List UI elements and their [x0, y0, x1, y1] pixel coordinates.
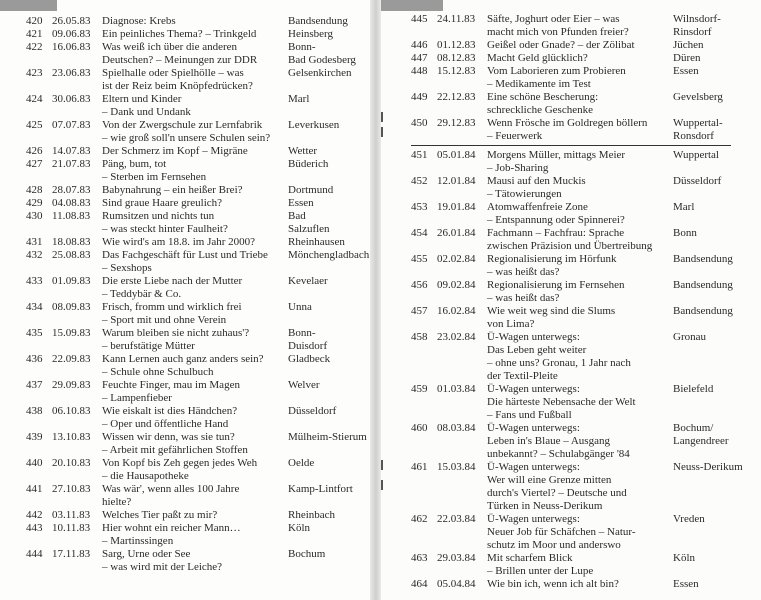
entry-number: 421	[26, 28, 43, 40]
margin-mark	[381, 460, 383, 470]
episode-title: durch's Viertel? – Deutsche und	[487, 487, 627, 499]
broadcast-location: Bochum/	[673, 422, 714, 434]
broadcast-date: 25.08.83	[52, 249, 91, 261]
page-tab-marker	[381, 0, 443, 11]
episode-title: ist der Reiz beim Knöpfedrücken?	[102, 80, 253, 92]
episode-title: – Teddybär & Co.	[102, 288, 182, 300]
broadcast-location: Mülheim-Stierum	[288, 431, 367, 443]
entry-number: 432	[26, 249, 43, 261]
episode-title: – Medikamente im Test	[487, 78, 591, 90]
broadcast-date: 09.02.84	[437, 279, 476, 291]
left-page	[0, 0, 372, 600]
broadcast-location: Leverkusen	[288, 119, 340, 131]
broadcast-date: 09.06.83	[52, 28, 91, 40]
episode-title: Das Fachgeschäft für Lust und Triebe	[102, 249, 268, 261]
list-entry	[26, 41, 370, 67]
broadcast-date: 06.10.83	[52, 405, 91, 417]
episode-title: Die härteste Nebensache der Welt	[487, 396, 636, 408]
right-page	[381, 0, 761, 600]
list-entry	[26, 249, 370, 275]
broadcast-date: 16.06.83	[52, 41, 91, 53]
broadcast-date: 01.09.83	[52, 275, 91, 287]
broadcast-date: 08.03.84	[437, 422, 476, 434]
list-entry	[26, 457, 370, 483]
list-entry	[26, 353, 370, 379]
broadcast-date: 28.07.83	[52, 184, 91, 196]
episode-title: – die Hausapotheke	[102, 470, 189, 482]
broadcast-location: Wuppertal	[673, 149, 719, 161]
broadcast-location: Ronsdorf	[673, 130, 714, 142]
broadcast-location: Heinsberg	[288, 28, 334, 40]
broadcast-date: 03.11.83	[52, 509, 91, 521]
episode-title: Eine schöne Bescherung:	[487, 91, 599, 103]
broadcast-location: Essen	[288, 197, 314, 209]
list-entry	[26, 275, 370, 301]
broadcast-date: 01.03.84	[437, 383, 476, 395]
broadcast-location: Büderich	[288, 158, 329, 170]
entry-number: 436	[26, 353, 43, 365]
episode-title: Mausi auf den Muckis	[487, 175, 586, 187]
list-entry	[26, 67, 370, 93]
episode-title: Macht Geld glücklich?	[487, 52, 588, 64]
episode-title: – Dank und Undank	[102, 106, 191, 118]
broadcast-location: Rinsdorf	[673, 26, 712, 38]
entry-number: 427	[26, 158, 43, 170]
entry-number: 428	[26, 184, 43, 196]
broadcast-location: Rheinbach	[288, 509, 336, 521]
episode-title: – Feuerwerk	[487, 130, 543, 142]
episode-title: Deutschen? – Meinungen zur DDR	[102, 54, 258, 66]
entry-number: 443	[26, 522, 43, 534]
list-entry	[26, 522, 370, 548]
list-entry	[411, 227, 757, 253]
episode-title: – Fans und Fußball	[487, 409, 572, 421]
entry-number: 424	[26, 93, 43, 105]
episode-title: – Tätowierungen	[487, 188, 562, 200]
broadcast-location: Bonn	[673, 227, 697, 239]
broadcast-date: 22.12.83	[437, 91, 476, 103]
episode-title: – was heißt das?	[487, 292, 560, 304]
episode-title: – was heißt das?	[487, 266, 560, 278]
entry-number: 444	[26, 548, 43, 560]
episode-title: Wer will eine Grenze mitten	[487, 474, 612, 486]
broadcast-date: 10.11.83	[52, 522, 91, 534]
episode-title: Wie wird's am 18.8. im Jahr 2000?	[102, 236, 256, 248]
list-entry	[26, 509, 370, 522]
episode-title: Wenn Frösche im Goldregen böllern	[487, 117, 648, 129]
broadcast-date: 27.10.83	[52, 483, 91, 495]
broadcast-location: Neuss-Derikum	[673, 461, 743, 473]
broadcast-location: Essen	[673, 578, 699, 590]
entry-number: 437	[26, 379, 43, 391]
episode-title: Neuer Job für Schäfchen – Natur-	[487, 526, 636, 538]
entry-number: 449	[411, 91, 428, 103]
broadcast-location: Wetter	[288, 145, 318, 157]
entry-number: 420	[26, 15, 43, 27]
broadcast-date: 30.06.83	[52, 93, 91, 105]
list-entry	[26, 184, 370, 197]
episode-title: Spielhalle oder Spielhölle – was	[102, 67, 244, 79]
broadcast-location: Bad Godesberg	[288, 54, 356, 66]
margin-mark	[381, 480, 383, 490]
broadcast-date: 26.01.84	[437, 227, 476, 239]
episode-title: – Sterben im Fernsehen	[102, 171, 207, 183]
broadcast-location: Dortmund	[288, 184, 334, 196]
episode-title: von Lima?	[487, 318, 535, 330]
list-entry	[411, 117, 757, 143]
episode-title: zwischen Präzision und Übertreibung	[487, 240, 653, 252]
list-entry	[411, 39, 757, 52]
episode-title: Was weiß ich über die anderen	[102, 41, 238, 53]
list-entry	[411, 175, 757, 201]
entry-number: 441	[26, 483, 43, 495]
entry-number: 422	[26, 41, 43, 53]
episode-title: Feuchte Finger, mau im Magen	[102, 379, 240, 391]
list-entry	[411, 331, 757, 383]
episode-title: Der Schmerz im Kopf – Migräne	[102, 145, 248, 157]
episode-title: – wie groß soll'n unsere Schulen sein?	[102, 132, 271, 144]
list-entry	[26, 236, 370, 249]
entry-number: 438	[26, 405, 43, 417]
entry-number: 433	[26, 275, 43, 287]
broadcast-location: Rheinhausen	[288, 236, 345, 248]
broadcast-location: Bandsendung	[673, 305, 733, 317]
entry-number: 457	[411, 305, 428, 317]
episode-title: Eltern und Kinder	[102, 93, 182, 105]
broadcast-date: 15.09.83	[52, 327, 91, 339]
episode-title: Fachmann – Fachfrau: Sprache	[487, 227, 625, 239]
list-entry	[26, 28, 370, 41]
episode-title: Ü-Wagen unterwegs:	[487, 331, 580, 343]
episode-title: Leben in's Blaue – Ausgang	[487, 435, 610, 447]
episode-title: Wie bin ich, wenn ich alt bin?	[487, 578, 619, 590]
episode-title: schutz im Moor und anderswo	[487, 539, 621, 551]
broadcast-location: Welver	[288, 379, 320, 391]
list-entry	[26, 405, 370, 431]
entry-number: 463	[411, 552, 428, 564]
broadcast-location: Jüchen	[673, 39, 704, 51]
list-entry	[26, 210, 370, 236]
entry-number: 464	[411, 578, 428, 590]
list-entry	[411, 383, 757, 422]
broadcast-list-right	[411, 13, 757, 591]
episode-title: – Sexshops	[102, 262, 152, 274]
broadcast-location: Kamp-Lintfort	[288, 483, 353, 495]
entry-number: 440	[26, 457, 43, 469]
episode-title: Ein peinliches Thema? – Trinkgeld	[102, 28, 257, 40]
broadcast-date: 29.03.84	[437, 552, 476, 564]
margin-mark	[381, 112, 383, 122]
broadcast-location: Bad	[288, 210, 306, 222]
broadcast-location: Düsseldorf	[673, 175, 722, 187]
list-entry	[411, 52, 757, 65]
list-entry	[26, 119, 370, 145]
episode-title: Geißel oder Gnade? – der Zölibat	[487, 39, 635, 51]
episode-title: – Martinssingen	[102, 535, 174, 547]
broadcast-location: Wilnsdorf-	[673, 13, 721, 25]
list-entry	[26, 379, 370, 405]
broadcast-date: 22.09.83	[52, 353, 91, 365]
broadcast-date: 24.11.83	[437, 13, 476, 25]
broadcast-date: 12.01.84	[437, 175, 476, 187]
broadcast-date: 21.07.83	[52, 158, 91, 170]
list-entry	[411, 253, 757, 279]
entry-number: 426	[26, 145, 43, 157]
list-entry	[26, 145, 370, 158]
episode-title: Babynahrung – ein heißer Brei?	[102, 184, 243, 196]
broadcast-date: 29.09.83	[52, 379, 91, 391]
episode-title: Die erste Liebe nach der Mutter	[102, 275, 243, 287]
episode-title: – Oper und öffentliche Hand	[102, 418, 229, 430]
broadcast-date: 02.02.84	[437, 253, 476, 265]
entry-number: 450	[411, 117, 428, 129]
list-entry	[411, 65, 757, 91]
episode-title: Diagnose: Krebs	[102, 15, 176, 27]
list-entry	[26, 93, 370, 119]
episode-title: Säfte, Joghurt oder Eier – was	[487, 13, 620, 25]
episode-title: Päng, bum, tot	[102, 158, 167, 170]
broadcast-location: Gevelsberg	[673, 91, 723, 103]
episode-title: Von der Zwergschule zur Lernfabrik	[102, 119, 263, 131]
list-entry	[411, 13, 757, 39]
episode-title: Hier wohnt ein reicher Mann…	[102, 522, 241, 534]
episode-title: macht mich von Pfunden freier?	[487, 26, 629, 38]
episode-title: – Sport mit und ohne Verein	[102, 314, 227, 326]
broadcast-list-left	[26, 15, 370, 574]
episode-title: Sind graue Haare greulich?	[102, 197, 223, 209]
episode-title: Was wär', wenn alles 100 Jahre	[102, 483, 240, 495]
entry-number: 445	[411, 13, 428, 25]
list-entry	[411, 552, 757, 578]
episode-title: Ü-Wagen unterwegs:	[487, 513, 580, 525]
broadcast-date: 05.04.84	[437, 578, 476, 590]
episode-title: – Lampenfieber	[102, 392, 172, 404]
broadcast-location: Mönchengladbach	[288, 249, 370, 261]
broadcast-location: Düren	[673, 52, 701, 64]
entry-number: 434	[26, 301, 43, 313]
episode-title: Welches Tier paßt zu mir?	[102, 509, 218, 521]
broadcast-location: Bandsendung	[673, 279, 733, 291]
broadcast-location: Langendreer	[673, 435, 729, 447]
list-entry	[411, 461, 757, 513]
broadcast-location: Unna	[288, 301, 312, 313]
broadcast-location: Bandsendung	[288, 15, 348, 27]
broadcast-location: Bochum	[288, 548, 326, 560]
episode-title: – was wird mit der Leiche?	[102, 561, 223, 573]
list-entry	[411, 91, 757, 117]
entry-number: 456	[411, 279, 428, 291]
broadcast-date: 08.09.83	[52, 301, 91, 313]
year-divider-rule	[411, 145, 731, 146]
episode-title: Wissen wir denn, was sie tun?	[102, 431, 235, 443]
episode-title: Regionalisierung im Fernsehen	[487, 279, 625, 291]
entry-number: 460	[411, 422, 428, 434]
episode-title: Wie eiskalt ist dies Händchen?	[102, 405, 238, 417]
episode-title: hielte?	[102, 496, 132, 508]
episode-title: Rumsitzen und nichts tun	[102, 210, 215, 222]
broadcast-date: 05.01.84	[437, 149, 476, 161]
episode-title: – berufstätige Mütter	[102, 340, 195, 352]
entry-number: 439	[26, 431, 43, 443]
list-entry	[411, 149, 757, 175]
entry-number: 455	[411, 253, 428, 265]
list-entry	[411, 578, 757, 591]
broadcast-date: 14.07.83	[52, 145, 91, 157]
entry-number: 431	[26, 236, 43, 248]
broadcast-location: Bonn-	[288, 327, 316, 339]
list-entry	[411, 422, 757, 461]
episode-title: unbekannt? – Schulabgänger '84	[487, 448, 630, 460]
episode-title: – Brillen unter der Lupe	[487, 565, 594, 577]
broadcast-date: 04.08.83	[52, 197, 91, 209]
broadcast-location: Kevelaer	[288, 275, 328, 287]
broadcast-date: 13.10.83	[52, 431, 91, 443]
entry-number: 430	[26, 210, 43, 222]
episode-title: Morgens Müller, mittags Meier	[487, 149, 626, 161]
broadcast-date: 11.08.83	[52, 210, 91, 222]
broadcast-date: 15.12.83	[437, 65, 476, 77]
broadcast-date: 29.12.83	[437, 117, 476, 129]
broadcast-location: Düsseldorf	[288, 405, 337, 417]
episode-title: Vom Laborieren zum Probieren	[487, 65, 626, 77]
episode-title: Sarg, Urne oder See	[102, 548, 191, 560]
entry-number: 429	[26, 197, 43, 209]
broadcast-date: 01.12.83	[437, 39, 476, 51]
entry-number: 453	[411, 201, 428, 213]
entry-number: 435	[26, 327, 43, 339]
episode-title: Von Kopf bis Zeh gegen jedes Weh	[102, 457, 258, 469]
broadcast-location: Bandsendung	[673, 253, 733, 265]
broadcast-date: 23.06.83	[52, 67, 91, 79]
episode-title: – was steckt hinter Faulheit?	[102, 223, 228, 235]
episode-title: Mit scharfem Blick	[487, 552, 573, 564]
margin-mark	[381, 127, 383, 137]
page-tab-marker	[0, 0, 57, 11]
broadcast-date: 17.11.83	[52, 548, 91, 560]
entry-number: 461	[411, 461, 428, 473]
list-entry	[411, 201, 757, 227]
broadcast-location: Duisdorf	[288, 340, 328, 352]
episode-title: – Arbeit mit gefährlichen Stoffen	[102, 444, 248, 456]
episode-title: Das Leben geht weiter	[487, 344, 587, 356]
episode-title: der Textil-Pleite	[487, 370, 558, 382]
broadcast-date: 19.01.84	[437, 201, 476, 213]
episode-title: – Job-Sharing	[487, 162, 549, 174]
broadcast-location: Marl	[288, 93, 310, 105]
episode-title: Wie weit weg sind die Slums	[487, 305, 616, 317]
broadcast-date: 07.07.83	[52, 119, 91, 131]
episode-title: Atomwaffenfreie Zone	[487, 201, 588, 213]
episode-title: schreckliche Geschenke	[487, 104, 593, 116]
broadcast-location: Oelde	[288, 457, 315, 469]
episode-title: Ü-Wagen unterwegs:	[487, 422, 580, 434]
entry-number: 458	[411, 331, 428, 343]
entry-number: 454	[411, 227, 428, 239]
entry-number: 446	[411, 39, 428, 51]
broadcast-location: Wuppertal-	[673, 117, 723, 129]
broadcast-location: Köln	[673, 552, 695, 564]
episode-title: Ü-Wagen unterwegs:	[487, 383, 580, 395]
broadcast-location: Bielefeld	[673, 383, 714, 395]
broadcast-date: 16.02.84	[437, 305, 476, 317]
entry-number: 462	[411, 513, 428, 525]
broadcast-location: Vreden	[673, 513, 705, 525]
broadcast-location: Salzuflen	[288, 223, 330, 235]
broadcast-date: 26.05.83	[52, 15, 91, 27]
broadcast-date: 20.10.83	[52, 457, 91, 469]
list-entry	[26, 15, 370, 28]
entry-number: 442	[26, 509, 43, 521]
broadcast-date: 23.02.84	[437, 331, 476, 343]
list-entry	[411, 279, 757, 305]
broadcast-date: 22.03.84	[437, 513, 476, 525]
entry-number: 423	[26, 67, 43, 79]
broadcast-location: Gladbeck	[288, 353, 331, 365]
entry-number: 425	[26, 119, 43, 131]
list-entry	[411, 305, 757, 331]
list-entry	[26, 197, 370, 210]
list-entry	[26, 327, 370, 353]
episode-title: Warum bleiben sie nicht zuhaus'?	[102, 327, 250, 339]
list-entry	[411, 513, 757, 552]
broadcast-location: Marl	[673, 201, 695, 213]
list-entry	[26, 548, 370, 574]
episode-title: – ohne uns? Gronau, 1 Jahr nach	[487, 357, 631, 369]
broadcast-date: 15.03.84	[437, 461, 476, 473]
broadcast-date: 18.08.83	[52, 236, 91, 248]
entry-number: 459	[411, 383, 428, 395]
list-entry	[26, 483, 370, 509]
episode-title: – Entspannung oder Spinnerei?	[487, 214, 625, 226]
list-entry	[26, 158, 370, 184]
entry-number: 451	[411, 149, 428, 161]
list-entry	[26, 431, 370, 457]
entry-number: 452	[411, 175, 428, 187]
entry-number: 447	[411, 52, 428, 64]
broadcast-location: Bonn-	[288, 41, 316, 53]
episode-title: Türken in Neuss-Derikum	[487, 500, 603, 512]
episode-title: – Schule ohne Schulbuch	[102, 366, 214, 378]
episode-title: Kann Lernen auch ganz anders sein?	[102, 353, 264, 365]
list-entry	[26, 301, 370, 327]
episode-title: Ü-Wagen unterwegs:	[487, 461, 580, 473]
broadcast-location: Gronau	[673, 331, 706, 343]
episode-title: Regionalisierung im Hörfunk	[487, 253, 617, 265]
episode-title: Frisch, fromm und wirklich frei	[102, 301, 242, 313]
broadcast-location: Essen	[673, 65, 699, 77]
broadcast-date: 08.12.83	[437, 52, 476, 64]
broadcast-location: Köln	[288, 522, 310, 534]
entry-number: 448	[411, 65, 428, 77]
broadcast-location: Gelsenkirchen	[288, 67, 352, 79]
